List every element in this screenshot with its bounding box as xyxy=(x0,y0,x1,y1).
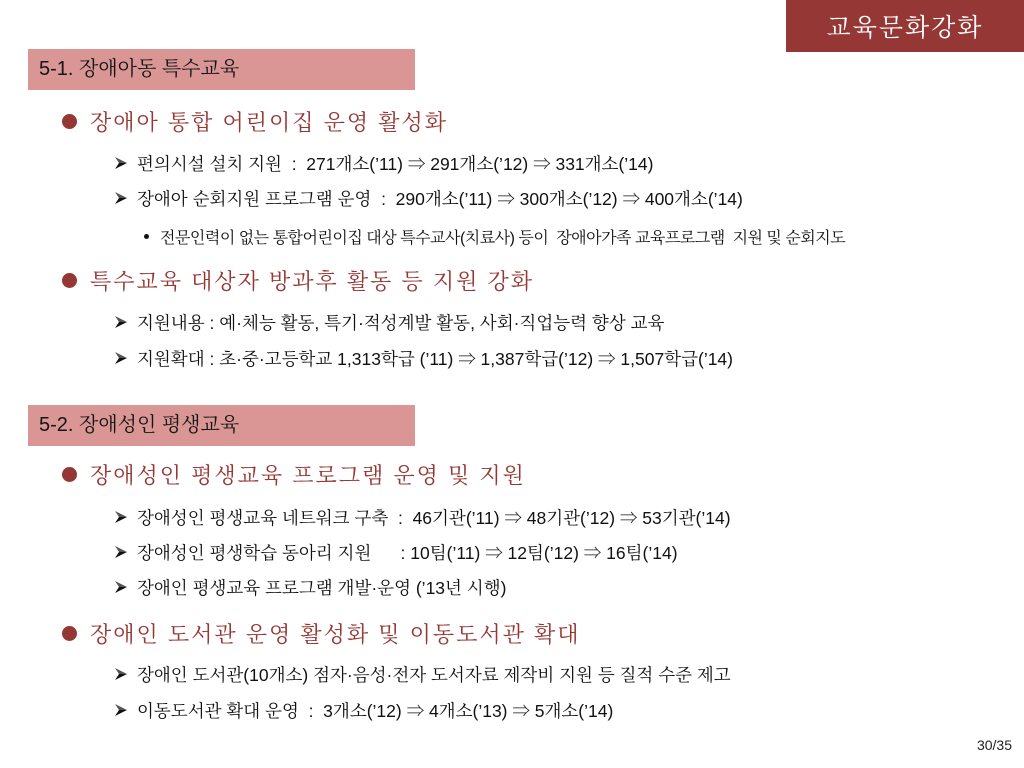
dot-bullet-icon xyxy=(144,234,149,239)
arrow-bullet-icon xyxy=(114,545,128,559)
topic-heading-row xyxy=(62,104,448,138)
item-text: 지원내용 : 예·체능 활동, 특기·적성계발 활동, 사회·직업능력 향상 교육 xyxy=(137,312,665,333)
arrow-bullet-icon xyxy=(114,510,128,524)
item-row xyxy=(114,695,613,725)
page-number: 30/35 xyxy=(976,737,1012,753)
topic-heading-row xyxy=(62,457,526,491)
item-text: 장애인 도서관(10개소) 점자·음성·전자 도서자료 제작비 지원 등 질적 수준 제고 xyxy=(137,664,731,685)
circle-bullet-icon xyxy=(62,626,77,641)
topic-heading: 장애성인 평생교육 프로그램 운영 및 지원 xyxy=(90,462,526,488)
item-text: 편의시설 설치 지원 : 271개소(’11) ⇒ 291개소(’12) ⇒ 331개소(’14) xyxy=(137,153,654,174)
arrow-bullet-icon xyxy=(114,667,128,681)
item-row xyxy=(114,148,653,178)
arrow-bullet-icon xyxy=(114,156,128,170)
item-row xyxy=(114,659,731,689)
section-header: 5-2. 장애성인 평생교육 xyxy=(28,405,415,446)
topic-heading-row xyxy=(62,616,580,650)
circle-bullet-icon xyxy=(62,273,77,288)
arrow-bullet-icon xyxy=(114,703,128,717)
topic-heading-row xyxy=(62,263,534,297)
item-row xyxy=(114,343,733,373)
item-text: 장애성인 평생교육 네트워크 구축 : 46기관(’11) ⇒ 48기관(’12) ⇒ 53기관(’14) xyxy=(137,507,731,528)
section-header: 5-1. 장애아동 특수교육 xyxy=(28,49,415,90)
arrow-bullet-icon xyxy=(114,580,128,594)
item-text: 이동도서관 확대 운영 : 3개소(’12) ⇒ 4개소(’13) ⇒ 5개소(’14) xyxy=(137,700,614,721)
item-row xyxy=(114,307,664,337)
arrow-bullet-icon xyxy=(114,191,128,205)
topic-heading: 장애인 도서관 운영 활성화 및 이동도서관 확대 xyxy=(90,621,581,647)
item-row xyxy=(114,572,506,602)
category-badge: 교육문화강화 xyxy=(786,0,1024,52)
item-text: 장애아 순회지원 프로그램 운영 : 290개소(’11) ⇒ 300개소(’12) ⇒ 400개소(’14) xyxy=(137,188,743,209)
topic-heading: 특수교육 대상자 방과후 활동 등 지원 강화 xyxy=(90,268,534,294)
item-row xyxy=(114,537,678,567)
item-text: 장애인 평생교육 프로그램 개발·운영 (’13년 시행) xyxy=(137,577,507,598)
note-text: 전문인력이 없는 통합어린이집 대상 특수교사(치료사) 등이 장애아가족 교육프로그램 지원 및 순회지도 xyxy=(160,229,846,247)
note-row xyxy=(144,221,845,251)
item-row xyxy=(114,502,731,532)
circle-bullet-icon xyxy=(62,467,77,482)
circle-bullet-icon xyxy=(62,114,77,129)
item-text: 지원확대 : 초·중·고등학교 1,313학급 (’11) ⇒ 1,387학급(’12) ⇒ 1,507학급(’14) xyxy=(137,348,733,369)
item-row xyxy=(114,183,743,213)
topic-heading: 장애아 통합 어린이집 운영 활성화 xyxy=(90,109,448,135)
item-text: 장애성인 평생학습 동아리 지원 : 10팀(’11) ⇒ 12팀(’12) ⇒ 16팀(’14) xyxy=(137,542,678,563)
arrow-bullet-icon xyxy=(114,351,128,365)
arrow-bullet-icon xyxy=(114,315,128,329)
